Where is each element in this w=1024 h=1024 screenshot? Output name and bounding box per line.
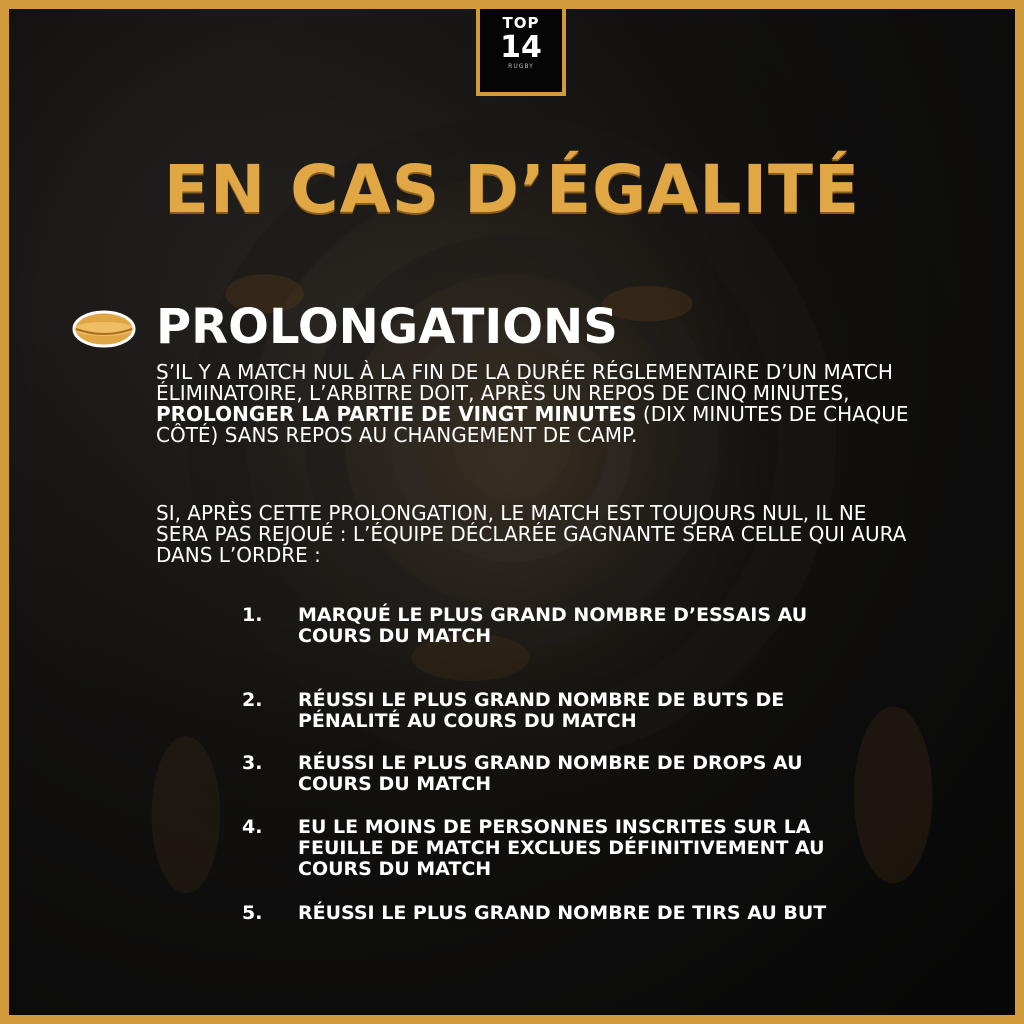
paragraph-rules-part1: S’IL Y A MATCH NUL À LA FIN DE LA DURÉE RÉGLEMENTAIRE D’UN MATCH ÉLIMINATOIRE, L’ARBITRE DOIT, APRÈS UN REPOS DE CINQ MINUTES, xyxy=(156,360,893,405)
criterion-text: MARQUÉ LE PLUS GRAND NOMBRE D’ESSAIS AU COURS DU MATCH xyxy=(298,604,808,647)
section-heading: PROLONGATIONS xyxy=(156,299,618,355)
criterion-number: 5. xyxy=(242,902,263,924)
paragraph-rules-bold: PROLONGER LA PARTIE DE VINGT MINUTES xyxy=(156,402,637,426)
criterion-text: EU LE MOINS DE PERSONNES INSCRITES SUR LA FEUILLE DE MATCH EXCLUES DÉFINITIVEMENT AU COURS DU MATCH xyxy=(298,816,825,880)
criterion-number: 2. xyxy=(242,689,263,711)
paragraph-tiebreak: SI, APRÈS CETTE PROLONGATION, LE MATCH EST TOUJOURS NUL, IL NE SERA PAS REJOUÉ : L’ÉQUIPE DÉCLARÉE GAGNANTE SERA CELLE QUI AURA DANS L’ORDRE : xyxy=(156,501,907,567)
criterion-number: 4. xyxy=(242,816,263,838)
criterion-text: RÉUSSI LE PLUS GRAND NOMBRE DE TIRS AU BUT xyxy=(298,902,827,924)
paragraph-rules xyxy=(156,362,916,446)
paragraph-rules-part2: (DIX MINUTES DE CHAQUE CÔTÉ) SANS REPOS AU CHANGEMENT DE CAMP. xyxy=(156,402,909,447)
logo-top-text: TOP xyxy=(502,14,540,32)
logo-number: 14 xyxy=(500,30,542,65)
criterion-text: RÉUSSI LE PLUS GRAND NOMBRE DE BUTS DE PÉNALITÉ AU COURS DU MATCH xyxy=(298,689,785,732)
top14-logo xyxy=(476,0,566,96)
criterion-text: RÉUSSI LE PLUS GRAND NOMBRE DE DROPS AU COURS DU MATCH xyxy=(298,752,803,795)
rugby-ball-icon xyxy=(72,309,136,349)
criterion-number: 3. xyxy=(242,752,263,774)
page-title: EN CAS D’ÉGALITÉ xyxy=(163,151,861,228)
criterion-number: 1. xyxy=(242,604,263,626)
logo-sub-text: RUGBY xyxy=(508,63,534,70)
